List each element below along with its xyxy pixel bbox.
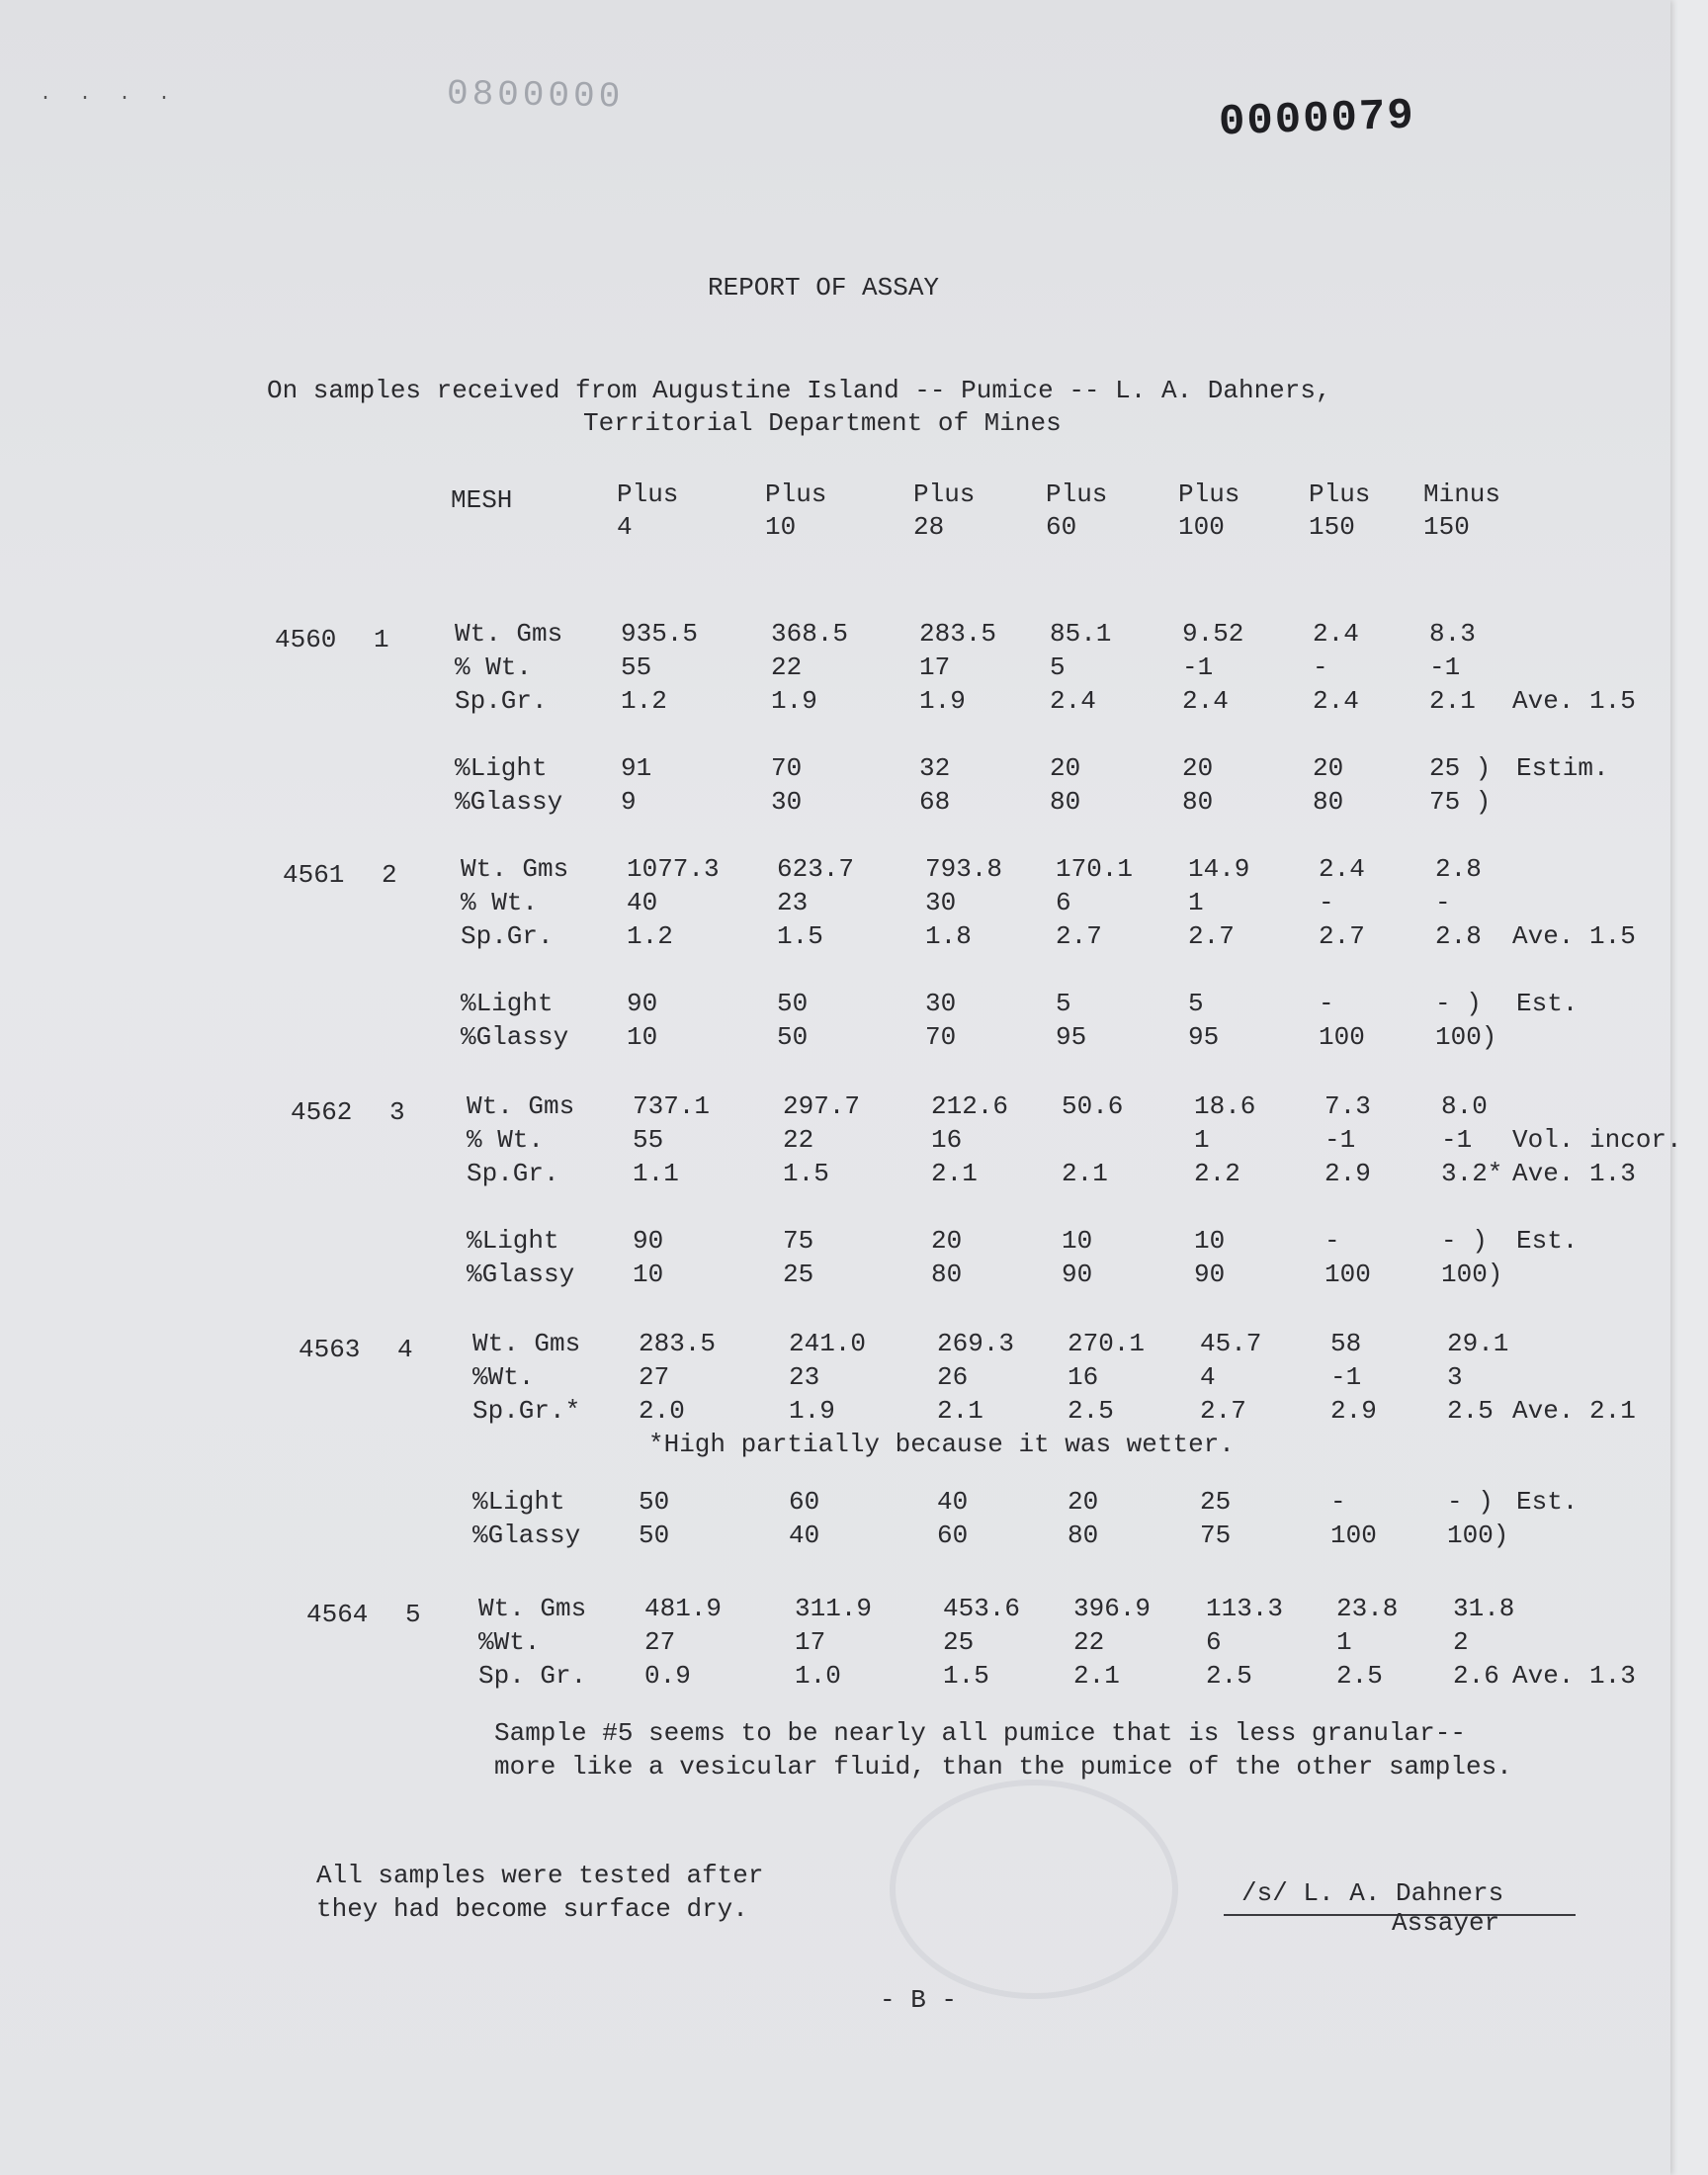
mesh-label: MESH — [451, 485, 513, 515]
value-cell: - — [1313, 652, 1328, 682]
row-label: % Wt. — [455, 652, 533, 682]
value-cell: 2.1 — [1429, 686, 1476, 716]
value-cell: 75 — [1200, 1521, 1232, 1550]
value-cell: 2.7 — [1319, 921, 1365, 951]
value-cell: 2.7 — [1188, 921, 1235, 951]
value-cell: 2.4 — [1313, 686, 1359, 716]
value-cell: 22 — [1073, 1627, 1105, 1657]
value-cell: 23.8 — [1336, 1594, 1399, 1623]
value-cell: 16 — [931, 1125, 963, 1155]
value-cell: 32 — [919, 753, 951, 783]
value-cell: - — [1435, 888, 1451, 917]
value-cell: 30 — [925, 989, 957, 1018]
value-cell: 40 — [789, 1521, 820, 1550]
value-cell: 2.8 — [1435, 854, 1482, 884]
value-cell: 2.9 — [1330, 1396, 1377, 1426]
signature-title: Assayer — [1392, 1908, 1500, 1938]
row-label: %Light — [472, 1487, 565, 1517]
mesh-col-2: Plus 10 — [765, 479, 827, 542]
value-cell: 100 — [1324, 1260, 1371, 1289]
value-cell: 481.9 — [644, 1594, 723, 1623]
value-cell: 1.0 — [795, 1661, 841, 1691]
row-label: %Glassy — [455, 787, 563, 817]
value-cell: 60 — [937, 1521, 969, 1550]
value-cell: 27 — [639, 1362, 670, 1392]
value-cell: 1.9 — [771, 686, 817, 716]
value-cell: 2.1 — [1062, 1159, 1108, 1188]
value-cell: 85.1 — [1050, 619, 1112, 649]
value-cell: 1 — [1336, 1627, 1352, 1657]
value-cell: 396.9 — [1073, 1594, 1152, 1623]
value-cell: 70 — [771, 753, 803, 783]
value-cell: 2.5 — [1336, 1661, 1383, 1691]
value-cell: 27 — [644, 1627, 676, 1657]
value-cell: 2.2 — [1194, 1159, 1240, 1188]
sample-id: 4562 — [291, 1097, 353, 1127]
value-cell: - ) — [1441, 1226, 1488, 1256]
row-note: Vol. incor. — [1512, 1125, 1682, 1155]
row-label: Sp.Gr. — [461, 921, 554, 951]
value-cell: 70 — [925, 1022, 957, 1052]
value-cell: 2.7 — [1200, 1396, 1246, 1426]
report-title: REPORT OF ASSAY — [708, 273, 940, 303]
value-cell: 100) — [1441, 1260, 1503, 1289]
value-cell: 1 — [1194, 1125, 1210, 1155]
value-cell: 80 — [1050, 787, 1081, 817]
row-note: Est. — [1516, 1487, 1579, 1517]
row-label: Wt. Gms — [455, 619, 563, 649]
value-cell: 1.5 — [943, 1661, 989, 1691]
value-cell: 25 — [1200, 1487, 1232, 1517]
row-label: Wt. Gms — [472, 1329, 581, 1358]
row-label: %Glassy — [472, 1521, 581, 1550]
value-cell: 4 — [1200, 1362, 1216, 1392]
value-cell: 23 — [789, 1362, 820, 1392]
value-cell: 26 — [937, 1362, 969, 1392]
value-cell: 10 — [627, 1022, 658, 1052]
value-cell: 95 — [1056, 1022, 1087, 1052]
page-label: - B - — [880, 1985, 958, 2015]
sample-5-note: Sample #5 seems to be nearly all pumice that is less granular-- more like a vesicular fluid, than the pumice of the other samples. — [494, 1718, 1512, 1782]
value-cell: 1 — [1188, 888, 1204, 917]
value-cell: 16 — [1068, 1362, 1099, 1392]
sample-id: 4563 — [299, 1335, 361, 1364]
value-cell: 20 — [1068, 1487, 1099, 1517]
row-label: %Glassy — [467, 1260, 575, 1289]
value-cell: 2.6 — [1453, 1661, 1499, 1691]
row-label: %Light — [461, 989, 554, 1018]
row-label: Sp. Gr. — [478, 1661, 587, 1691]
value-cell: 100 — [1330, 1521, 1377, 1550]
value-cell: 91 — [621, 753, 652, 783]
value-cell: 2.4 — [1050, 686, 1096, 716]
value-cell: 2.4 — [1182, 686, 1229, 716]
value-cell: 50 — [777, 1022, 809, 1052]
value-cell: 1.2 — [621, 686, 667, 716]
value-cell: 30 — [925, 888, 957, 917]
value-cell: 20 — [1050, 753, 1081, 783]
value-cell: 75 — [783, 1226, 814, 1256]
row-label: %Light — [455, 753, 548, 783]
value-cell: 23 — [777, 888, 809, 917]
value-cell: 20 — [931, 1226, 963, 1256]
row-note: Estim. — [1516, 753, 1609, 783]
value-cell: - — [1330, 1487, 1346, 1517]
surface-dry-note: All samples were tested after they had become surface dry. — [316, 1861, 764, 1924]
value-cell: 5 — [1056, 989, 1071, 1018]
value-cell: 1.9 — [789, 1396, 835, 1426]
value-cell: 1077.3 — [627, 854, 720, 884]
value-cell: 8.0 — [1441, 1091, 1488, 1121]
document-number: 0000079 — [1218, 91, 1416, 148]
value-cell: 100) — [1435, 1022, 1497, 1052]
value-cell: 75 ) — [1429, 787, 1492, 817]
value-cell: 58 — [1330, 1329, 1362, 1358]
value-cell: 25 — [943, 1627, 975, 1657]
value-cell: - — [1324, 1226, 1340, 1256]
row-label: % Wt. — [461, 888, 539, 917]
value-cell: 283.5 — [919, 619, 997, 649]
value-cell: 29.1 — [1447, 1329, 1509, 1358]
value-cell: 55 — [633, 1125, 664, 1155]
row-note: Ave. 1.5 — [1512, 686, 1636, 716]
value-cell: 20 — [1313, 753, 1344, 783]
row-label: %Wt. — [478, 1627, 541, 1657]
row-label: Sp.Gr.* — [472, 1396, 581, 1426]
value-cell: 50.6 — [1062, 1091, 1124, 1121]
mesh-col-1: Plus 4 — [617, 479, 679, 542]
value-cell: 100) — [1447, 1521, 1509, 1550]
sample-id: 4564 — [306, 1600, 369, 1629]
mesh-col-6: Plus 150 — [1309, 479, 1371, 542]
value-cell: -1 — [1330, 1362, 1362, 1392]
value-cell: 2.0 — [639, 1396, 685, 1426]
row-label: % Wt. — [467, 1125, 545, 1155]
signature: /s/ L. A. Dahners — [1241, 1878, 1504, 1908]
value-cell: 241.0 — [789, 1329, 867, 1358]
faint-document-number: 0800000 — [446, 73, 625, 118]
value-cell: 7.3 — [1324, 1091, 1371, 1121]
row-label: Wt. Gms — [478, 1594, 587, 1623]
sample-footnote: *High partially because it was wetter. — [648, 1430, 1235, 1459]
value-cell: 60 — [789, 1487, 820, 1517]
value-cell: -1 — [1429, 652, 1461, 682]
intro-line-1: On samples received from Augustine Island -- Pumice -- L. A. Dahners, — [267, 376, 1331, 405]
value-cell: 10 — [633, 1260, 664, 1289]
value-cell: 18.6 — [1194, 1091, 1256, 1121]
value-cell: 1.5 — [783, 1159, 829, 1188]
value-cell: -1 — [1441, 1125, 1473, 1155]
value-cell: 212.6 — [931, 1091, 1009, 1121]
value-cell: 2.1 — [1073, 1661, 1120, 1691]
row-note: Ave. 1.3 — [1512, 1159, 1636, 1188]
intro-line-2: Territorial Department of Mines — [583, 408, 1062, 438]
value-cell: 40 — [937, 1487, 969, 1517]
value-cell: 283.5 — [639, 1329, 717, 1358]
value-cell: 2.5 — [1447, 1396, 1494, 1426]
value-cell: 2.1 — [931, 1159, 978, 1188]
row-label: Wt. Gms — [467, 1091, 575, 1121]
value-cell: 80 — [931, 1260, 963, 1289]
value-cell: 80 — [1313, 787, 1344, 817]
value-cell: 22 — [783, 1125, 814, 1155]
value-cell: 5 — [1050, 652, 1066, 682]
value-cell: 10 — [1194, 1226, 1226, 1256]
value-cell: 22 — [771, 652, 803, 682]
sample-id: 4561 — [283, 860, 345, 890]
value-cell: 368.5 — [771, 619, 849, 649]
value-cell: 6 — [1056, 888, 1071, 917]
row-note: Ave. 1.3 — [1512, 1661, 1636, 1691]
value-cell: 793.8 — [925, 854, 1003, 884]
value-cell: 3.2* — [1441, 1159, 1503, 1188]
row-note: Est. — [1516, 989, 1579, 1018]
value-cell: 297.7 — [783, 1091, 861, 1121]
sample-number: 4 — [397, 1335, 413, 1364]
value-cell: 737.1 — [633, 1091, 711, 1121]
value-cell: -1 — [1324, 1125, 1356, 1155]
row-note: Ave. 2.1 — [1512, 1396, 1636, 1426]
value-cell: 453.6 — [943, 1594, 1021, 1623]
value-cell: 80 — [1068, 1521, 1099, 1550]
value-cell: 2.5 — [1206, 1661, 1252, 1691]
value-cell: - — [1319, 888, 1334, 917]
value-cell: 17 — [795, 1627, 826, 1657]
value-cell: 2.4 — [1313, 619, 1359, 649]
value-cell: 2.8 — [1435, 921, 1482, 951]
faint-seal-watermark — [890, 1780, 1178, 1999]
row-label: Sp.Gr. — [455, 686, 548, 716]
value-cell: 68 — [919, 787, 951, 817]
value-cell: 50 — [777, 989, 809, 1018]
value-cell: 1.1 — [633, 1159, 679, 1188]
value-cell: 2 — [1453, 1627, 1469, 1657]
value-cell: 80 — [1182, 787, 1214, 817]
value-cell: 25 — [783, 1260, 814, 1289]
value-cell: 95 — [1188, 1022, 1220, 1052]
value-cell: - — [1319, 989, 1334, 1018]
mesh-col-7: Minus 150 — [1423, 479, 1501, 542]
value-cell: 8.3 — [1429, 619, 1476, 649]
value-cell: 90 — [633, 1226, 664, 1256]
value-cell: 269.3 — [937, 1329, 1015, 1358]
sample-number: 2 — [382, 860, 397, 890]
value-cell: 113.3 — [1206, 1594, 1284, 1623]
value-cell: 90 — [627, 989, 658, 1018]
row-label: %Light — [467, 1226, 559, 1256]
value-cell: 14.9 — [1188, 854, 1250, 884]
value-cell: 10 — [1062, 1226, 1093, 1256]
value-cell: 17 — [919, 652, 951, 682]
mesh-col-4: Plus 60 — [1046, 479, 1108, 542]
value-cell: 2.5 — [1068, 1396, 1114, 1426]
mesh-col-3: Plus 28 — [913, 479, 976, 542]
value-cell: -1 — [1182, 652, 1214, 682]
row-note: Est. — [1516, 1226, 1579, 1256]
value-cell: 2.1 — [937, 1396, 983, 1426]
value-cell: 311.9 — [795, 1594, 873, 1623]
value-cell: 25 ) — [1429, 753, 1492, 783]
sample-number: 3 — [389, 1097, 405, 1127]
value-cell: 0.9 — [644, 1661, 691, 1691]
value-cell: 1.5 — [777, 921, 823, 951]
value-cell: 5 — [1188, 989, 1204, 1018]
value-cell: 2.4 — [1319, 854, 1365, 884]
value-cell: 50 — [639, 1487, 670, 1517]
value-cell: 2.9 — [1324, 1159, 1371, 1188]
value-cell: 3 — [1447, 1362, 1463, 1392]
value-cell: 270.1 — [1068, 1329, 1146, 1358]
value-cell: 1.2 — [627, 921, 673, 951]
mesh-col-5: Plus 100 — [1178, 479, 1240, 542]
value-cell: 50 — [639, 1521, 670, 1550]
value-cell: 170.1 — [1056, 854, 1134, 884]
row-label: Sp.Gr. — [467, 1159, 559, 1188]
value-cell: 1.8 — [925, 921, 972, 951]
value-cell: 20 — [1182, 753, 1214, 783]
value-cell: 935.5 — [621, 619, 699, 649]
value-cell: 30 — [771, 787, 803, 817]
row-label: Wt. Gms — [461, 854, 569, 884]
sample-id: 4560 — [275, 625, 337, 654]
value-cell: 55 — [621, 652, 652, 682]
value-cell: 90 — [1062, 1260, 1093, 1289]
value-cell: 45.7 — [1200, 1329, 1262, 1358]
value-cell: 9 — [621, 787, 637, 817]
value-cell: - ) — [1447, 1487, 1494, 1517]
value-cell: 2.7 — [1056, 921, 1102, 951]
row-note: Ave. 1.5 — [1512, 921, 1636, 951]
value-cell: 623.7 — [777, 854, 855, 884]
sample-number: 5 — [405, 1600, 421, 1629]
row-label: %Wt. — [472, 1362, 535, 1392]
value-cell: 9.52 — [1182, 619, 1244, 649]
scan-specks: · · · · — [40, 87, 179, 110]
value-cell: 100 — [1319, 1022, 1365, 1052]
value-cell: 6 — [1206, 1627, 1222, 1657]
value-cell: 1.9 — [919, 686, 966, 716]
value-cell: 40 — [627, 888, 658, 917]
row-label: %Glassy — [461, 1022, 569, 1052]
value-cell: 90 — [1194, 1260, 1226, 1289]
value-cell: - ) — [1435, 989, 1482, 1018]
faint-watermark — [781, 148, 1196, 267]
sample-number: 1 — [374, 625, 389, 654]
value-cell: 31.8 — [1453, 1594, 1515, 1623]
